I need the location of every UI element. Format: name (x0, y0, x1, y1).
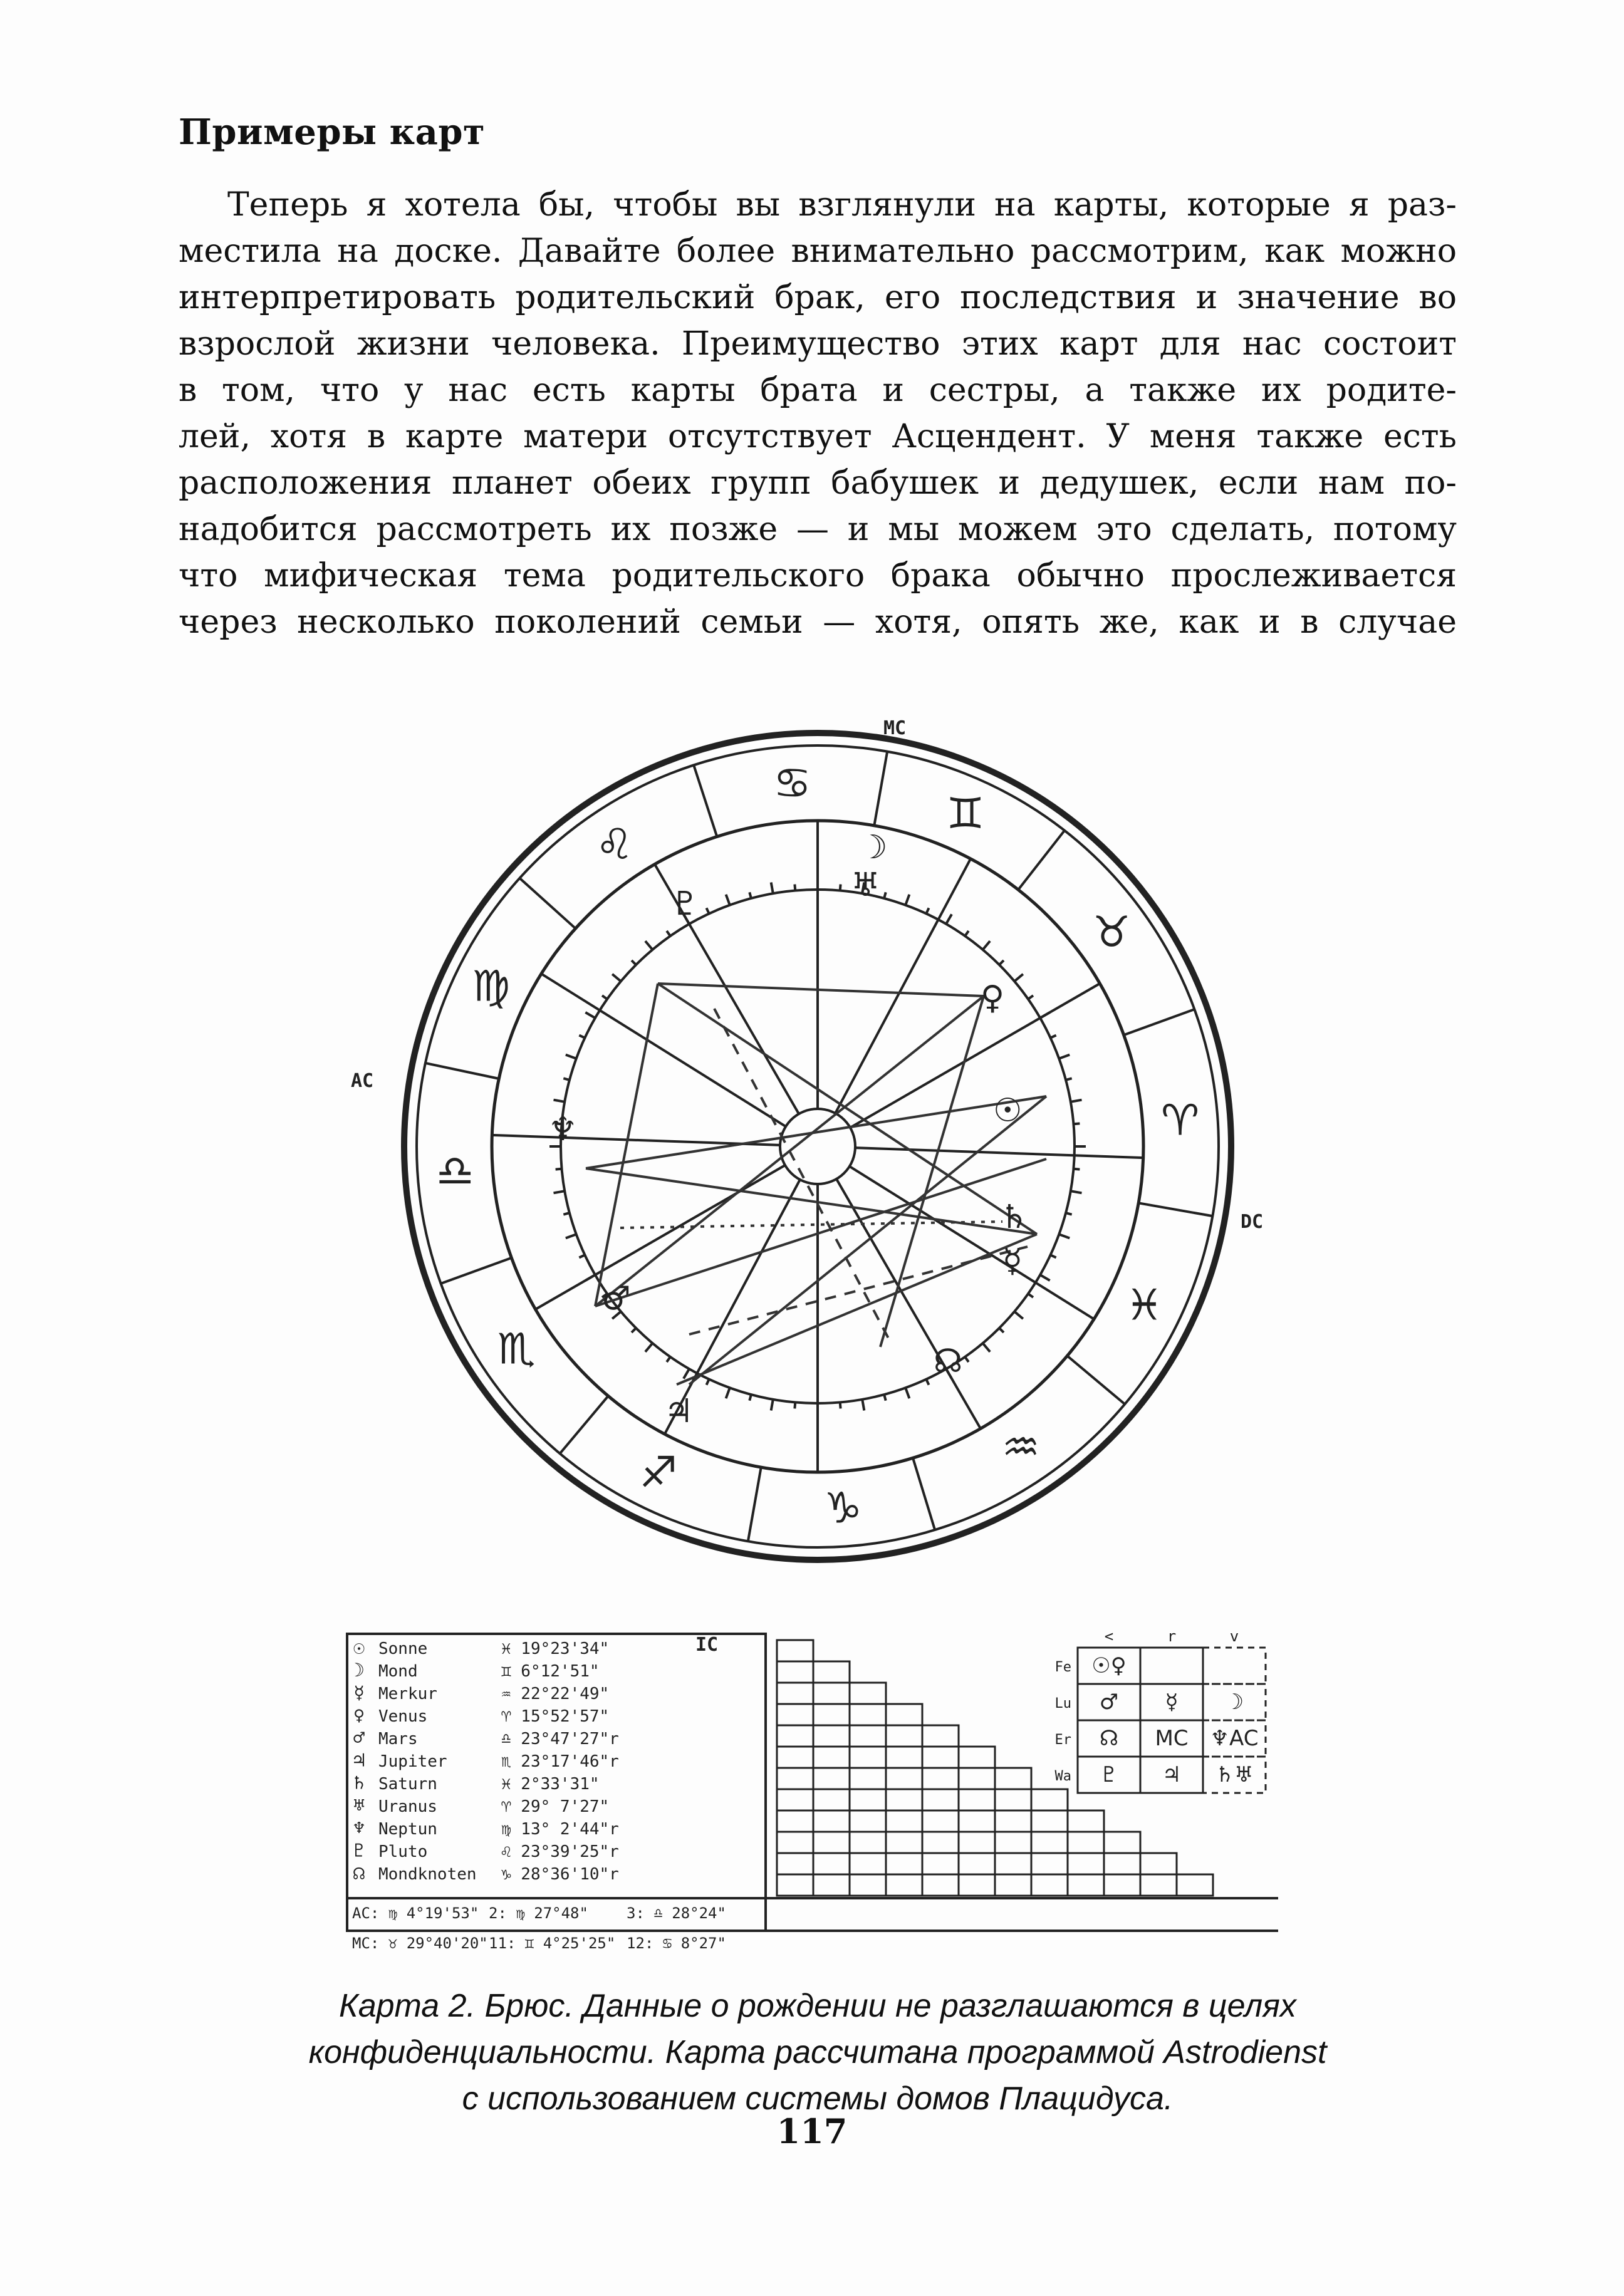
degree-tick (840, 885, 841, 891)
degree-tick (707, 1379, 709, 1385)
aspect-grid-cell (777, 1874, 813, 1896)
neptune-glyph: ♆ (548, 1111, 578, 1148)
planet-symbol: ♅ (353, 1795, 365, 1817)
aspect-grid-cell (922, 1832, 959, 1853)
degree-tick (999, 1328, 1004, 1332)
aspect-grid-cell (1068, 1874, 1104, 1896)
section-heading: Примеры карт (179, 112, 486, 153)
aspect-grid-cell (850, 1704, 886, 1725)
planet-symbol: ♇ (353, 1840, 365, 1862)
zodiac-sign-glyph: ♊ (946, 789, 985, 839)
aspect-grid (777, 1640, 1213, 1896)
sign-boundary (425, 1063, 499, 1079)
body-paragraph (179, 182, 1457, 645)
sign-boundary (519, 878, 575, 928)
paragraph-line: расположения планет обеих групп бабушек и дедушек, если нам по- (179, 464, 1457, 502)
aspect-line (689, 1096, 1046, 1384)
degree-tick (667, 1357, 670, 1362)
planet-position: ♓ 2°33'31" (501, 1775, 600, 1794)
planet-table (353, 1637, 619, 1884)
element-row-header: Wa (1054, 1769, 1071, 1784)
aspect-grid-cell (813, 1725, 850, 1747)
planet-name: Sonne (378, 1639, 428, 1658)
zodiac-sign-glyph: ♎ (435, 1146, 474, 1197)
degree-tick (771, 1400, 773, 1411)
degree-tick (579, 1255, 585, 1257)
figure-caption (179, 1983, 1457, 2122)
natal-chart-wheel (338, 708, 1297, 1660)
element-cell-value: MC (1155, 1726, 1189, 1751)
aspect-line (658, 984, 984, 996)
planet-name: Uranus (378, 1797, 437, 1816)
aspect-grid-cell (959, 1832, 995, 1853)
sign-boundary (1138, 1203, 1212, 1216)
element-col-header: v (1229, 1628, 1239, 1645)
zodiac-sign-glyph: ♓ (1125, 1280, 1163, 1331)
element-grid (1055, 1628, 1266, 1793)
paragraph-line: надобится рассмотреть их позже — и мы можем это сделать, потому (179, 511, 1457, 548)
house-cusp (536, 1165, 785, 1309)
degree-tick (794, 1402, 795, 1408)
aspect-grid-cell (777, 1640, 813, 1661)
aspect-grid-cell (813, 1874, 850, 1896)
aspect-grid-cell (1140, 1853, 1177, 1874)
zodiac-sign-glyph: ♏ (497, 1324, 536, 1374)
planet-symbol: ♀ (353, 1705, 365, 1727)
sun-glyph: ☉ (993, 1092, 1023, 1130)
aspect-grid-cell (777, 1725, 813, 1747)
aspect-grid-cell (850, 1874, 886, 1896)
degree-tick (965, 931, 969, 936)
element-row-header: Fe (1054, 1660, 1071, 1675)
house-cell: 3: ♎ 28°24" (627, 1904, 726, 1922)
degree-tick (632, 1328, 636, 1332)
planet-position: ♊ 6°12'51" (501, 1662, 600, 1681)
uranus-glyph: ♅ (851, 866, 880, 904)
house-cusp (855, 1148, 1143, 1158)
aspect-grid-cell (886, 1747, 922, 1768)
aspect-grid-cell (813, 1789, 850, 1810)
zodiac-sign-glyph: ♍ (472, 962, 511, 1012)
planet-position: ♍ 13° 2'44"r (501, 1820, 619, 1839)
degree-tick (1066, 1213, 1072, 1215)
degree-tick (983, 941, 991, 950)
degree-tick (1073, 1123, 1080, 1124)
degree-tick (563, 1078, 570, 1080)
ic-label: IC (695, 1634, 719, 1656)
aspect-grid-cell (1104, 1874, 1140, 1896)
degree-tick (905, 895, 909, 905)
planet-name: Mars (378, 1730, 418, 1748)
aspect-grid-cell (886, 1704, 922, 1725)
aspect-line (595, 1159, 1046, 1306)
paragraph-line: лей, хотя в карте матери отсутствует Асцендент. У меня также есть (179, 418, 1457, 455)
degree-tick (1051, 1036, 1056, 1038)
caption-line: конфиденциальности. Карта рассчитана программой Astrodienst (308, 2034, 1327, 2070)
sign-boundary (1124, 1009, 1195, 1035)
aspect-grid-cell (995, 1810, 1031, 1832)
degree-tick (1071, 1191, 1082, 1193)
degree-tick (645, 1343, 653, 1352)
aspect-grid-cell (813, 1853, 850, 1874)
degree-tick (1059, 1055, 1070, 1059)
aspect-grid-cell (959, 1874, 995, 1896)
element-row-header: Lu (1054, 1696, 1071, 1712)
paragraph-line: местила на доске. Давайте более внимательно рассмотрим, как можно (179, 232, 1457, 270)
degree-tick (749, 892, 751, 898)
planet-symbol: ♃ (353, 1750, 365, 1772)
degree-tick (602, 995, 607, 999)
aspect-grid-cell (1031, 1832, 1068, 1853)
aspect-grid-cell (850, 1853, 886, 1874)
house-cusps (425, 752, 1212, 1542)
planet-symbol: ☊ (353, 1862, 365, 1884)
sign-boundary (748, 1467, 761, 1541)
degree-tick (1066, 1078, 1072, 1080)
element-cell-value: ♆AC (1210, 1726, 1259, 1751)
degree-tick (585, 1012, 595, 1018)
aspect-grid-cell (1104, 1853, 1140, 1874)
paragraph-line: что мифическая тема родительского брака обычно прослеживается (179, 557, 1457, 595)
element-cell-value: ♄♅ (1215, 1762, 1254, 1787)
degree-tick (554, 1191, 565, 1193)
node-glyph: ☊ (934, 1343, 963, 1380)
aspect-grid-cell (1068, 1810, 1104, 1832)
aspect-grid-cell (886, 1789, 922, 1810)
zodiac-sign-glyph: ♋ (773, 759, 812, 809)
mc-label: MC (883, 717, 907, 739)
degree-tick (726, 895, 730, 905)
planet-position: ♏ 23°17'46"r (501, 1752, 619, 1771)
planet-position: ♈ 29° 7'27" (501, 1797, 610, 1816)
element-cell-value: ♇ (1099, 1762, 1119, 1787)
planet-position: ♑ 28°36'10"r (501, 1865, 619, 1884)
aspect-grid-cell (777, 1832, 813, 1853)
degree-tick (726, 1388, 730, 1398)
sign-boundary (1067, 1356, 1125, 1404)
aspect-grid-cell (995, 1853, 1031, 1874)
aspect-grid-cell (813, 1747, 850, 1768)
aspect-grid-cell (886, 1874, 922, 1896)
degree-tick (1059, 1234, 1070, 1238)
house-cell: 11: ♊ 4°25'25" (489, 1935, 616, 1952)
aspect-grid-cell (777, 1683, 813, 1704)
aspect-grid-cell (1140, 1874, 1177, 1896)
sign-boundary (913, 1458, 935, 1530)
house-cell: MC: ♉ 29°40'20" (352, 1935, 488, 1952)
zodiac-sign-glyph: ♈ (1161, 1096, 1200, 1146)
element-cell (1203, 1648, 1266, 1684)
element-cell-value: ☉♀ (1091, 1653, 1127, 1678)
degree-tick (554, 1100, 565, 1102)
degree-tick (1014, 974, 1023, 982)
aspect-grid-cell (1068, 1832, 1104, 1853)
aspect-grid-cell (1177, 1874, 1213, 1896)
aspect-grid-cell (959, 1768, 995, 1789)
degree-tick (667, 931, 670, 936)
aspect-grid-cell (922, 1874, 959, 1896)
paragraph-line: взрослой жизни человека. Преимущество этих карт для нас состоит (179, 325, 1457, 363)
sign-boundary (694, 765, 717, 836)
aspect-grid-cell (959, 1810, 995, 1832)
aspect-grid-cell (813, 1832, 850, 1853)
degree-tick (579, 1036, 585, 1038)
planet-glyphs (548, 829, 1029, 1430)
aspect-grid-cell (850, 1725, 886, 1747)
degree-tick (749, 1395, 751, 1401)
aspect-grid-cell (922, 1810, 959, 1832)
house-cell: 2: ♍ 27°48" (489, 1904, 588, 1922)
paragraph-line: интерпретировать родительский брак, его последствия и значение во (179, 279, 1457, 316)
aspect-line (586, 1096, 1046, 1168)
planet-position: ♌ 23°39'25"r (501, 1842, 619, 1861)
planet-position: ♒ 22°22'49" (501, 1685, 610, 1703)
aspect-grid-cell (777, 1661, 813, 1683)
aspect-grid-cell (1031, 1789, 1068, 1810)
aspect-grid-cell (886, 1725, 922, 1747)
pluto-glyph: ♇ (670, 885, 700, 923)
paragraph-line: Теперь я хотела бы, чтобы вы взглянули на карты, которые я раз- (227, 186, 1457, 224)
degree-tick (684, 1369, 689, 1379)
element-cell (1140, 1648, 1203, 1684)
planet-position: ♓ 19°23'34" (501, 1639, 610, 1658)
aspect-grid-cell (850, 1832, 886, 1853)
degree-tick (707, 908, 709, 913)
degree-tick (612, 974, 621, 982)
aspect-grid-cell (813, 1661, 850, 1683)
aspect-grid-cell (922, 1725, 959, 1747)
degree-tick (585, 1275, 595, 1280)
aspect-grid-cell (777, 1810, 813, 1832)
planet-symbol: ♄ (353, 1772, 365, 1794)
degree-tick (1071, 1100, 1082, 1102)
tables-svg (345, 1623, 1284, 1955)
aspect-grid-cell (886, 1832, 922, 1853)
element-col-header: r (1167, 1628, 1177, 1645)
house-cusp (541, 974, 786, 1126)
aspect-grid-cell (1031, 1853, 1068, 1874)
sign-boundary (560, 1396, 608, 1453)
page-number: 117 (776, 2111, 848, 2151)
aspect-grid-cell (777, 1747, 813, 1768)
aspect-grid-cell (777, 1789, 813, 1810)
aspect-grid-cell (995, 1789, 1031, 1810)
zodiac-sign-glyph: ♒ (1001, 1422, 1040, 1472)
caption-line: Карта 2. Брюс. Данные о рождении не разглашаются в целях (339, 1988, 1296, 2024)
planet-symbol: ☉ (353, 1637, 365, 1659)
aspect-grid-cell (995, 1768, 1031, 1789)
aspect-grid-cell (886, 1853, 922, 1874)
aspect-grid-cell (995, 1832, 1031, 1853)
aspect-grid-cell (1031, 1810, 1068, 1832)
house-cell: AC: ♍ 4°19'53" (352, 1904, 479, 1922)
degree-tick (563, 1213, 570, 1215)
aspect-grid-cell (777, 1704, 813, 1725)
planet-name: Merkur (378, 1685, 437, 1703)
degree-tick (645, 941, 653, 950)
element-cell-value: ☊ (1099, 1726, 1119, 1751)
aspect-grid-cell (922, 1853, 959, 1874)
planet-name: Venus (378, 1707, 428, 1726)
zodiac-sign-glyph: ♑ (823, 1483, 862, 1534)
aspect-grid-cell (813, 1683, 850, 1704)
zodiac-sign-glyph: ♌ (595, 820, 634, 870)
aspect-grid-cell (886, 1768, 922, 1789)
planet-position: ♈ 15°52'57" (501, 1707, 610, 1726)
aspect-grid-cell (850, 1810, 886, 1832)
saturn-glyph: ♄ (999, 1198, 1029, 1236)
degree-tick (840, 1402, 841, 1408)
aspect-grid-cell (850, 1789, 886, 1810)
aspect-grid-cell (777, 1853, 813, 1874)
degree-tick (999, 960, 1004, 965)
aspect-grid-cell (995, 1874, 1031, 1896)
venus-glyph: ♀ (981, 979, 1005, 1017)
aspect-grid-cell (1031, 1874, 1068, 1896)
chart-svg (338, 708, 1297, 1660)
dc-label: DC (1241, 1211, 1264, 1233)
paragraph-line: через несколько поколений семьи — хотя, опять же, как и в случае (179, 603, 1457, 641)
degree-tick (1028, 995, 1033, 999)
degree-tick (926, 908, 929, 913)
degree-tick (1028, 1294, 1033, 1297)
aspect-grid-cell (1104, 1832, 1140, 1853)
degree-tick (884, 892, 886, 898)
ac-label: AC (351, 1070, 374, 1092)
mercury-glyph: ☿ (1002, 1242, 1023, 1280)
planet-symbol: ☽ (353, 1660, 365, 1681)
aspect-grid-cell (813, 1768, 850, 1789)
element-row-header: Er (1054, 1732, 1071, 1748)
mars-glyph: ♂ (601, 1280, 631, 1317)
moon-glyph: ☽ (858, 829, 888, 866)
aspect-grid-cell (850, 1683, 886, 1704)
house-cell: 12: ♋ 8°27" (627, 1935, 726, 1952)
caption-line: с использованием системы домов Плацидуса. (462, 2080, 1174, 2117)
aspect-grid-cell (922, 1747, 959, 1768)
zodiac-sign-glyph: ♐ (639, 1448, 678, 1498)
degree-tick (884, 1395, 886, 1401)
element-cell-value: ☽ (1224, 1690, 1244, 1715)
degree-tick (632, 960, 636, 965)
sign-boundary (441, 1258, 512, 1284)
planet-name: Mond (378, 1662, 418, 1681)
degree-tick (566, 1234, 576, 1238)
element-cell-value: ☿ (1165, 1690, 1179, 1715)
degree-tick (983, 1343, 991, 1352)
aspect-grid-cell (850, 1768, 886, 1789)
jupiter-glyph: ♃ (664, 1393, 694, 1430)
degree-tick (1040, 1275, 1050, 1280)
aspect-grid-cell (1068, 1853, 1104, 1874)
degree-tick (1073, 1169, 1080, 1170)
planet-name: Neptun (378, 1820, 437, 1839)
aspect-grid-cell (777, 1768, 813, 1789)
element-col-header: < (1104, 1628, 1114, 1645)
degree-tick (946, 914, 952, 924)
degree-tick (566, 1055, 576, 1059)
zodiac-sign-glyph: ♉ (1092, 908, 1131, 958)
sign-boundary (874, 752, 887, 826)
paragraph-line: в том, что у нас есть карты брата и сестры, а также их родите- (179, 371, 1457, 409)
degree-tick (771, 883, 773, 894)
planet-symbol: ♆ (353, 1817, 365, 1839)
aspect-grid-cell (959, 1747, 995, 1768)
planet-symbol: ♂ (353, 1727, 365, 1749)
center-circle (780, 1109, 855, 1184)
planet-name: Pluto (378, 1842, 428, 1861)
planet-name: Saturn (378, 1775, 437, 1794)
aspect-grid-cell (959, 1789, 995, 1810)
degree-tick (556, 1169, 562, 1170)
houses-table (352, 1904, 726, 1952)
degree-tick (794, 885, 795, 891)
degree-tick (926, 1379, 929, 1385)
planet-symbol: ☿ (353, 1682, 365, 1704)
aspect-grid-cell (850, 1747, 886, 1768)
element-cell-value: ♂ (1099, 1690, 1119, 1715)
sign-boundary (1018, 831, 1064, 890)
planet-name: Mondknoten (378, 1865, 477, 1884)
aspect-grid-cell (813, 1704, 850, 1725)
chart-data-tables (345, 1623, 1284, 1955)
aspect-grid-cell (922, 1789, 959, 1810)
degree-tick (1014, 1312, 1023, 1319)
degree-tick (862, 1400, 864, 1411)
degree-tick (1040, 1012, 1050, 1018)
degree-tick (1051, 1255, 1056, 1257)
house-cusp (850, 984, 1100, 1128)
degree-tick (905, 1388, 909, 1398)
aspect-grid-cell (922, 1768, 959, 1789)
aspect-grid-cell (813, 1810, 850, 1832)
planet-position: ♎ 23°47'27"r (501, 1730, 619, 1748)
planet-name: Jupiter (378, 1752, 447, 1771)
aspect-grid-cell (886, 1810, 922, 1832)
element-cell-value: ♃ (1162, 1762, 1182, 1787)
degree-tick (965, 1357, 969, 1362)
aspect-grid-cell (959, 1853, 995, 1874)
